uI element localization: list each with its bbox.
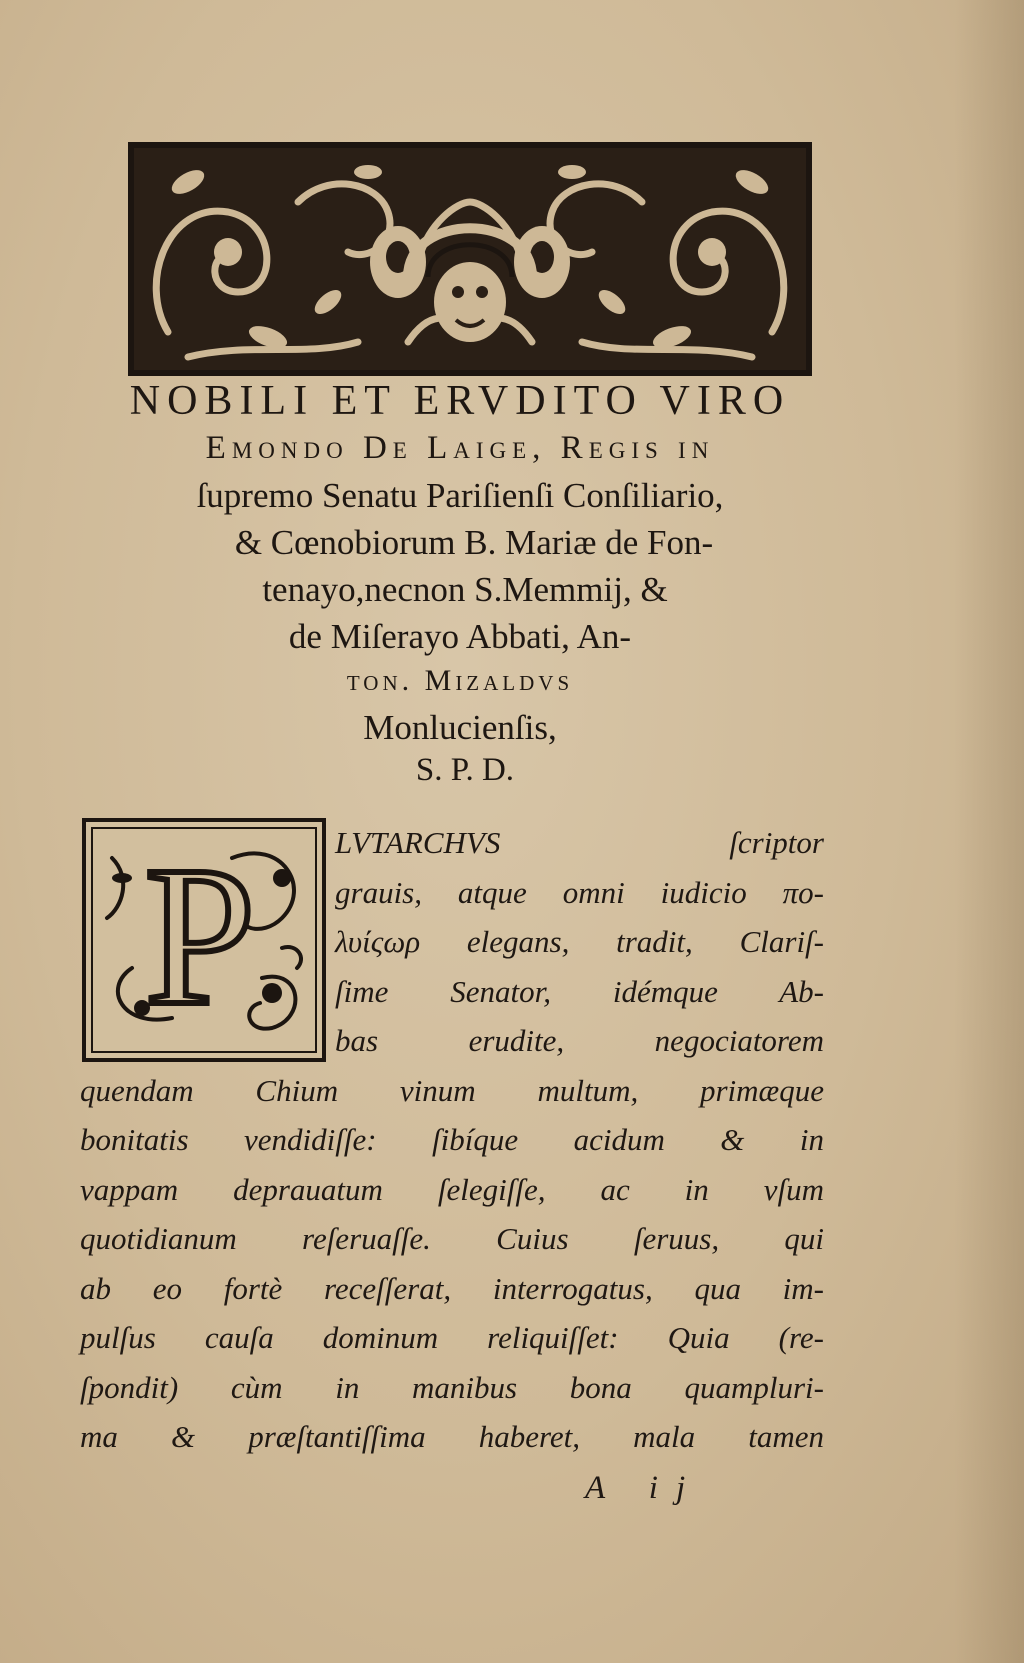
body-line: ma & præſtantiſſima haberet, mala tamen [80, 1419, 824, 1454]
body-line: quotidianum reſeruaſſe. Cuius ſeruus, qui [80, 1221, 824, 1256]
dedication-line-7: ton. Mizaldvs [346, 664, 574, 697]
body-line: pulſus cauſa dominum reliquiſſet: Quia (re- [80, 1320, 824, 1355]
body-line: λυίςωρ elegans, tradit, Clariſ- [335, 924, 824, 959]
body-line: vappam deprauatum ſelegiſſe, ac in vſum [80, 1171, 824, 1207]
body-text [80, 818, 824, 1462]
body-line: ab eo fortè receſſerat, interrogatus, qua im- [80, 1270, 824, 1306]
body-line: bas erudite, negociatorem [335, 1023, 824, 1058]
body-line: ſpondit) cùm in manibus bona quampluri- [80, 1369, 824, 1405]
dedication-line-3: ſupremo Senatu Pariſienſi Conſiliario, [196, 476, 724, 515]
dedication-line-4: & Cœnobiorum B. Mariæ de Fon- [234, 523, 714, 562]
headpiece-ornament [128, 142, 812, 376]
page-edge-shadow [954, 0, 1024, 1663]
dedication-heading [80, 380, 840, 798]
dedication-line-6: de Miſerayo Abbati, An- [288, 617, 632, 656]
body-line: quendam Chium vinum multum, primæque [80, 1072, 824, 1108]
dedication-line-1: NOBILI ET ERVDITO VIRO [129, 378, 791, 424]
dedication-line-8: Monlucienſis, [363, 708, 557, 747]
body-line: bonitatis vendidiſſe: ſibíque acidum & in [80, 1122, 824, 1157]
dedication-line-5: tenayo,necnon S.Memmij, & [262, 570, 668, 609]
body-line: ſime Senator, idémque Ab- [335, 973, 824, 1009]
body-line: LVTARCHVS ſcriptor [335, 825, 824, 860]
initial-letter: P [144, 826, 256, 1047]
signature-mark: A ij [585, 1470, 704, 1506]
dedication-line-2: Emondo De Laige, Regis in [205, 430, 715, 466]
dedication-line-9: S. P. D. [415, 752, 515, 788]
body-line: grauis, atque omni iudicio πο- [335, 874, 824, 910]
